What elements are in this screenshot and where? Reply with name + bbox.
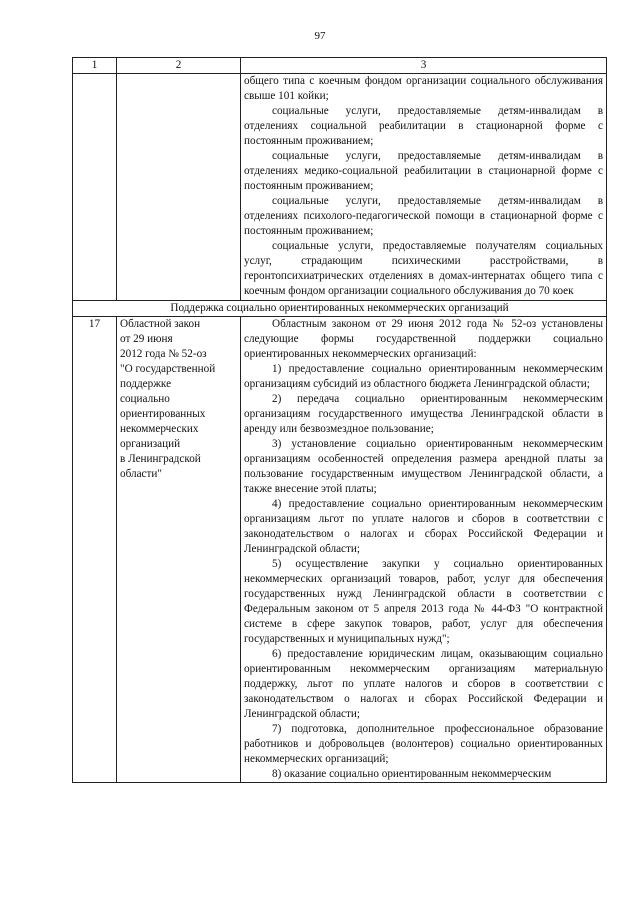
law-title-line: социально xyxy=(120,393,170,405)
continuation-paragraph: социальные услуги, предоставляемые детям-инвалидам в отделениях социальной реабилитации в стационарной форме с постоянным проживанием; xyxy=(244,105,603,147)
header-col-3: 3 xyxy=(241,58,607,74)
row-number: 17 xyxy=(73,317,117,783)
support-form-item: 8) оказание социально ориентированным некоммерческим xyxy=(272,768,552,780)
support-form-item: 1) предоставление социально ориентированным некоммерческим организациям субсидий из областного бюджета Ленинградской области; xyxy=(244,363,603,390)
law-title-cell xyxy=(117,317,241,783)
table-row-continuation xyxy=(73,74,607,301)
continuation-number-cell xyxy=(73,74,117,301)
continuation-content-cell xyxy=(241,74,607,301)
table-header-row xyxy=(73,58,607,74)
law-title-line: "О государственной xyxy=(120,363,216,375)
support-form-item: 3) установление социально ориентированным некоммерческим организациям особенностей определения размера арендной платы за пользование государственным имуществом Ленинградской области, а также внесение этой платы; xyxy=(244,438,603,495)
support-form-item: 2) передача социально ориентированным некоммерческим организациям государственного имущества Ленинградской области в аренду или безвозмездное пользование; xyxy=(244,393,603,435)
header-col-2: 2 xyxy=(117,58,241,74)
continuation-paragraph: социальные услуги, предоставляемые получателям социальных услуг, страдающим психическими расстройствами, в геронтопсихиатрических отделениях в домах-интернатах общего типа с коечным фондом организации социального обслуживания до 70 коек xyxy=(244,240,603,297)
support-form-item: 4) предоставление социально ориентированным некоммерческим организациям льгот по уплате налогов и сборов в соответствии с законодательством о налогах и сборах Российской Федерации и Ленинградской области; xyxy=(244,498,603,555)
law-title-line: организаций xyxy=(120,438,181,450)
support-forms-cell xyxy=(241,317,607,783)
header-col-1: 1 xyxy=(73,58,117,74)
law-title-line: некоммерческих xyxy=(120,423,199,435)
support-form-item: 7) подготовка, дополнительное профессиональное образование работников и добровольцев (волонтеров) социально ориентированных некоммерческих организаций; xyxy=(244,723,603,765)
support-intro-paragraph: Областным законом от 29 июня 2012 года № 52-оз установлены следующие формы государственной поддержки социально ориентированных некоммерческих организаций: xyxy=(244,318,603,360)
support-form-item: 6) предоставление юридическим лицам, оказывающим социально ориентированным некоммерческим организациям материальную поддержку, льгот по уплате налогов и сборов в соответствии с законодательством о налогах и сборах Российской Федерации и Ленинградской области; xyxy=(244,648,603,720)
document-table xyxy=(72,57,607,783)
continuation-law-cell xyxy=(117,74,241,301)
table-row-17 xyxy=(73,317,607,783)
continuation-paragraph: социальные услуги, предоставляемые детям-инвалидам в отделениях психолого-педагогической помощи в стационарной форме с постоянным проживанием; xyxy=(244,195,603,237)
law-title-line: в Ленинградской xyxy=(120,453,201,465)
law-title-line: области" xyxy=(120,468,162,480)
law-title-line: поддержке xyxy=(120,378,172,390)
support-form-item: 5) осуществление закупки у социально ориентированных некоммерческих организаций товаров, работ, услуг для обеспечения государственных нужд Ленинградской области в соответствии с Федеральным законом от 5 апреля 2013 года № 44-ФЗ "О контрактной системе в сфере закупок товаров, работ, услуг для обеспечения государственных и муниципальных нужд"; xyxy=(244,558,603,645)
law-title-line: 2012 года № 52-оз xyxy=(120,348,207,360)
continuation-paragraph: социальные услуги, предоставляемые детям-инвалидам в отделениях медико-социальной реабилитации в стационарной форме с постоянным проживанием; xyxy=(244,150,603,192)
page-number: 97 xyxy=(314,30,326,42)
law-title-line: Областной закон xyxy=(120,318,201,330)
law-title-line: от 29 июня xyxy=(120,333,173,345)
section-title: Поддержка социально ориентированных некоммерческих организаций xyxy=(73,301,607,317)
law-title-line: ориентированных xyxy=(120,408,206,420)
continuation-paragraph: общего типа с коечным фондом организации социального обслуживания свыше 101 койки; xyxy=(244,75,603,102)
section-row xyxy=(73,301,607,317)
